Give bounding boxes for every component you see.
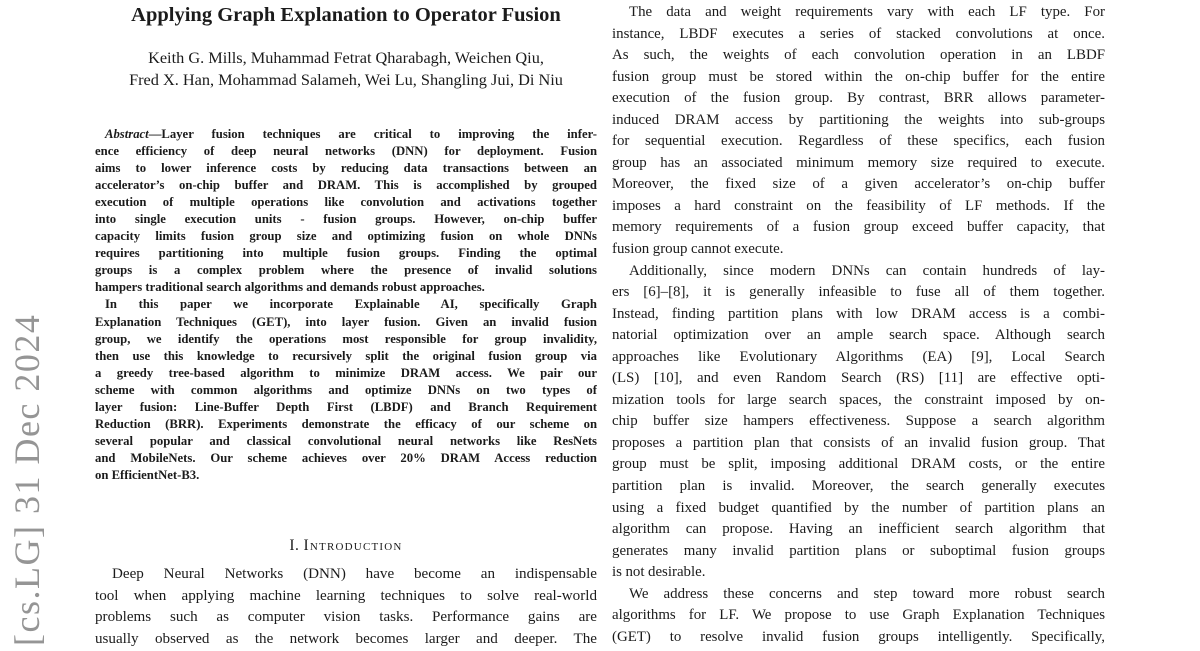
body-paragraph-3: [612, 584, 1105, 649]
text-line: algorithms for LF. We propose to use Graph Explanation Techniques: [612, 607, 1105, 624]
text-line: is not desirable.: [612, 564, 706, 581]
text-line: ence efficiency of deep neural networks (DNN) for deployment. Fusion: [95, 144, 597, 159]
author-line: Keith G. Mills, Muhammad Fetrat Qharabagh, Weichen Qiu,: [148, 48, 544, 67]
abstract-paragraph-2: [95, 296, 597, 484]
abstract-section: [95, 126, 597, 484]
author-line: Fred X. Han, Mohammad Salameh, Wei Lu, Shangling Jui, Di Niu: [129, 70, 563, 90]
text-line: usually observed as the network becomes larger and deeper. The: [95, 631, 597, 648]
text-line: accelerator’s on-chip buffer and DRAM. This is accomplished by grouped: [95, 178, 597, 193]
section-title: Introduction: [303, 537, 403, 554]
text-line: algorithm can propose. Having an inefficient search algorithm that: [612, 521, 1105, 538]
text-line: fusion group cannot execute.: [612, 241, 784, 258]
text-line: induced DRAM access by partitioning the weights into sub-groups: [612, 111, 1105, 128]
text-line: into single execution units - fusion groups. However, on-chip buffer: [95, 212, 597, 227]
arxiv-watermark: [cs.LG] 31 Dec 2024: [7, 313, 47, 646]
text-line: The data and weight requirements vary with each LF type. For: [629, 4, 1105, 20]
text-line: problems such as computer vision tasks. Performance gains are: [95, 609, 597, 626]
text-line: group must be split, imposing additional DRAM costs, or the entire: [612, 456, 1105, 473]
text-line: scheme with common algorithms and optimize DNNs on two types of: [95, 382, 597, 397]
text-line: imposes a hard constraint on the feasibility of LF methods. If the: [612, 197, 1105, 214]
text-line: tool when applying machine learning techniques to solve real-world: [95, 587, 597, 604]
text-line: ers [6]–[8], it is generally infeasible to fuse all of them together.: [612, 284, 1105, 301]
author-list: [95, 47, 597, 92]
left-column: [95, 0, 597, 648]
text-line: then use this knowledge to recursively split the original fusion group via: [95, 348, 597, 363]
text-line: partition plan is invalid. Moreover, the search generally executes: [612, 478, 1105, 495]
text-line: requires partitioning into multiple fusion groups. Finding the optimal: [95, 246, 597, 261]
text-line: capacity limits fusion group size and optimizing fusion on whole DNNs: [95, 229, 597, 244]
text-line: fusion group must be stored within the on-chip buffer for the entire: [612, 68, 1105, 85]
text-line: In this paper we incorporate Explainable AI, specifically Graph: [105, 297, 597, 312]
text-line: groups is a complex problem where the presence of invalid solutions: [95, 263, 597, 278]
text-line: layer fusion: Line-Buffer Depth First (LBDF) and Branch Requirement: [95, 399, 597, 414]
text-line: aims to lower inference costs by reducing data transactions between an: [95, 161, 597, 176]
text-line: for sequential execution. Regardless of these specifics, each fusion: [612, 133, 1105, 150]
text-line: hampers traditional search algorithms and demands robust approaches.: [95, 280, 485, 295]
body-paragraph-1: [612, 2, 1105, 261]
text-line: generates many invalid partition plans or suboptimal fusion groups: [612, 542, 1105, 559]
section-heading-introduction: [95, 537, 597, 555]
abstract-first-line-text: —Layer fusion techniques are critical to improving the infer-: [148, 127, 597, 141]
text-line: execution of the fusion group. By contrast, BRR allows parameter-: [612, 90, 1105, 107]
text-line: using a fixed budget quantified by the number of partition plans an: [612, 499, 1105, 516]
abstract-paragraph-1: [95, 143, 597, 296]
text-line: group, we identify the operations most responsible for group invalidity,: [95, 331, 597, 346]
text-line: (GET) to resolve invalid fusion groups intelligently. Specifically,: [612, 628, 1105, 645]
text-line: chip buffer size hampers effectiveness. Suppose a search algorithm: [612, 413, 1105, 430]
text-line: several popular and classical convolutional neural networks like ResNets: [95, 433, 597, 448]
right-column: [612, 2, 1105, 648]
text-line: Additionally, since modern DNNs can contain hundreds of lay-: [629, 262, 1105, 279]
text-line: Explanation Techniques (GET), into layer fusion. Given an invalid fusion: [95, 314, 597, 329]
body-paragraph-2: [612, 261, 1105, 584]
paper-title: Applying Graph Explanation to Operator Fusion: [131, 4, 561, 26]
text-line: execution of multiple operations like convolution and activations together: [95, 195, 597, 210]
text-line: on EfficientNet-B3.: [95, 467, 200, 482]
text-line: instance, LBDF executes a series of stacked convolutions at once.: [612, 25, 1105, 42]
text-line: (LS) [10], and even Random Search (RS) [11] are effective opti-: [612, 370, 1105, 387]
text-line: mization tools for large search spaces, the constraint imposed by on-: [612, 391, 1105, 408]
text-line: As such, the weights of each convolution operation in an LBDF: [612, 47, 1105, 64]
text-line: Moreover, the fixed size of a given accelerator’s on-chip buffer: [612, 176, 1105, 193]
text-line: and MobileNets. Our scheme achieves over 20% DRAM Access reduction: [95, 450, 597, 465]
abstract-first-line: [95, 126, 597, 143]
text-line: memory requirements of a fusion group exceed buffer capacity, that: [612, 219, 1105, 236]
text-line: We address these concerns and step toward more robust search: [629, 585, 1105, 602]
text-line: Instead, finding partition plans with low DRAM access is a combi-: [612, 305, 1105, 322]
introduction-paragraph: [95, 564, 597, 651]
abstract-label: Abstract: [105, 127, 149, 141]
text-line: Reduction (BRR). Experiments demonstrate the efficacy of our scheme on: [95, 416, 597, 431]
text-line: a greedy tree-based algorithm to minimize DRAM access. We pair our: [95, 365, 597, 380]
text-line: group has an associated minimum memory size required to execute.: [612, 154, 1105, 171]
text-line: natorial optimization over an ample search space. Although search: [612, 327, 1105, 344]
text-line: Deep Neural Networks (DNN) have become an indispensable: [112, 566, 597, 582]
section-number: I.: [289, 537, 300, 554]
text-line: proposes a partition plan that consists of an invalid fusion group. That: [612, 434, 1105, 451]
text-line: approaches like Evolutionary Algorithms (EA) [9], Local Search: [612, 348, 1105, 365]
